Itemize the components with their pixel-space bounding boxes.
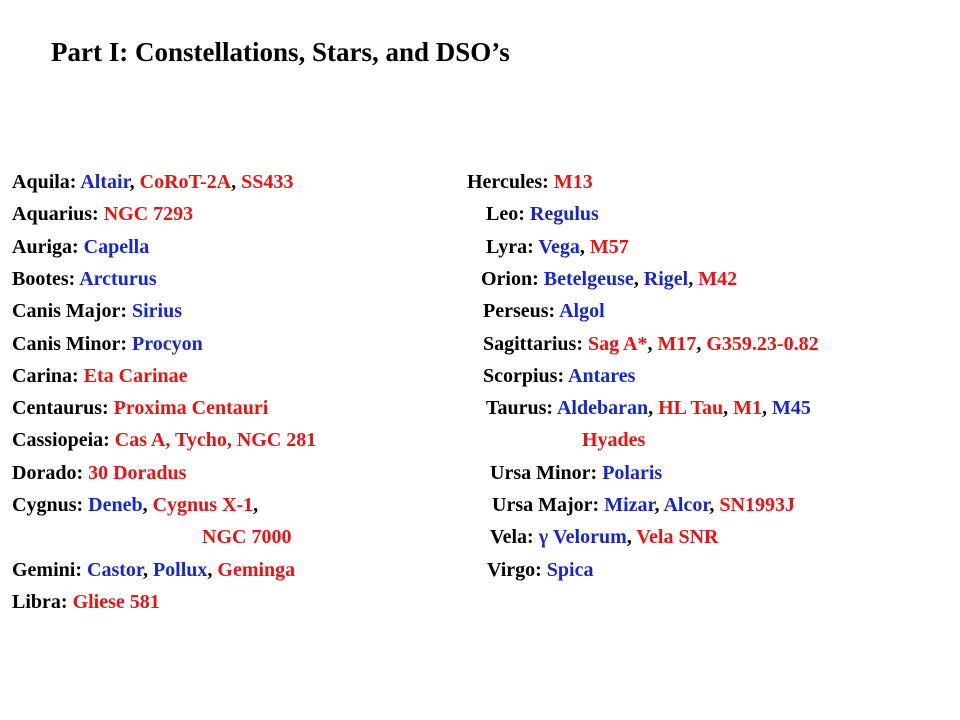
constellation-label: , bbox=[647, 332, 658, 355]
constellation-label: , bbox=[129, 171, 140, 193]
constellation-label: Ursa Minor: bbox=[490, 461, 603, 484]
list-item bbox=[12, 360, 188, 392]
constellation-label: Libra: bbox=[12, 590, 73, 613]
object-name: Vega bbox=[538, 235, 580, 258]
constellation-label: , bbox=[648, 397, 659, 420]
object-name: Rigel bbox=[643, 267, 689, 290]
constellation-label: Taurus: bbox=[486, 397, 557, 420]
object-name: Capella bbox=[83, 235, 150, 258]
constellation-label: , bbox=[626, 526, 637, 549]
object-name: Antares bbox=[568, 364, 636, 387]
constellation-label: , bbox=[207, 558, 218, 581]
object-name: Castor bbox=[87, 558, 143, 581]
object-name: NGC 7293 bbox=[103, 203, 194, 226]
list-item bbox=[490, 521, 718, 553]
object-name: Hyades bbox=[582, 429, 646, 452]
object-name: Geminga bbox=[217, 558, 296, 581]
object-name: Pollux bbox=[152, 558, 208, 581]
object-name: Altair bbox=[80, 171, 130, 193]
list-item bbox=[12, 166, 293, 198]
constellation-label: Canis Major: bbox=[12, 300, 132, 323]
constellation-label: , bbox=[633, 267, 644, 290]
constellation-label: , bbox=[762, 397, 773, 420]
object-name: Betelgeuse bbox=[543, 267, 634, 290]
list-item bbox=[490, 457, 662, 489]
object-name: HL Tau bbox=[658, 397, 724, 420]
object-name: Arcturus bbox=[79, 267, 157, 290]
object-name: CoRoT-2A bbox=[139, 171, 232, 193]
object-name: SN1993J bbox=[719, 494, 795, 516]
object-name: 30 Doradus bbox=[88, 461, 187, 484]
list-item bbox=[483, 360, 635, 392]
list-item bbox=[12, 198, 193, 230]
constellation-label: , bbox=[709, 494, 720, 516]
constellation-label: , bbox=[253, 494, 259, 516]
list-item bbox=[486, 392, 811, 424]
object-name: Eta Carinae bbox=[83, 364, 188, 387]
list-item bbox=[483, 295, 605, 327]
object-name: NGC 7000 bbox=[202, 526, 292, 549]
constellation-label: , bbox=[142, 558, 153, 581]
list-item bbox=[486, 231, 629, 263]
list-item bbox=[12, 424, 316, 456]
constellation-label: Carina: bbox=[12, 364, 84, 387]
list-item bbox=[486, 198, 599, 230]
object-name: Vela SNR bbox=[636, 526, 719, 549]
constellation-label: , bbox=[579, 235, 590, 258]
object-name: Aldebaran bbox=[556, 397, 649, 420]
constellation-label: Leo: bbox=[486, 203, 530, 226]
constellation-label: , bbox=[696, 332, 707, 355]
page-title: Part I: Constellations, Stars, and DSO’s bbox=[51, 37, 510, 67]
constellation-label: Aquarius: bbox=[12, 203, 104, 226]
list-item bbox=[12, 328, 203, 360]
constellation-label: Cygnus: bbox=[12, 494, 89, 516]
constellation-label: Auriga: bbox=[12, 235, 84, 258]
object-name: M17 bbox=[657, 332, 697, 355]
constellation-label: , bbox=[231, 171, 242, 193]
object-name: Cas A, Tycho, NGC 281 bbox=[114, 429, 317, 452]
object-name: M57 bbox=[589, 235, 629, 258]
object-name: Polaris bbox=[602, 461, 663, 484]
constellation-label: Hercules: bbox=[467, 171, 554, 193]
constellation-label: , bbox=[723, 397, 734, 420]
object-name: M45 bbox=[772, 397, 811, 420]
object-name: Mizar bbox=[604, 494, 655, 516]
constellation-label: Scorpius: bbox=[483, 364, 569, 387]
object-name: M1 bbox=[733, 397, 763, 420]
object-name: G359.23-0.82 bbox=[706, 332, 819, 355]
object-name: Cygnus X-1 bbox=[152, 494, 254, 516]
list-item bbox=[12, 457, 186, 489]
list-item bbox=[483, 328, 819, 360]
list-item bbox=[12, 263, 157, 295]
constellation-label: Ursa Major: bbox=[492, 494, 605, 516]
constellation-label: Gemini: bbox=[12, 558, 87, 581]
constellation-label: Cassiopeia: bbox=[12, 429, 115, 452]
object-name: Alcor bbox=[663, 494, 710, 516]
constellation-label: Perseus: bbox=[483, 300, 560, 323]
list-item bbox=[481, 263, 737, 295]
constellation-label: , bbox=[142, 494, 153, 516]
constellation-label: Virgo: bbox=[487, 558, 547, 581]
constellation-label: Lyra: bbox=[486, 235, 539, 258]
object-name: γ Velorum bbox=[538, 526, 627, 549]
object-name: Spica bbox=[546, 558, 594, 581]
constellation-label: Centaurus: bbox=[12, 397, 114, 420]
object-name: Algol bbox=[559, 300, 605, 323]
list-item bbox=[492, 489, 795, 521]
constellation-label: , bbox=[688, 267, 699, 290]
list-item bbox=[467, 166, 593, 198]
constellation-label: , bbox=[654, 494, 664, 516]
constellation-label: Canis Minor: bbox=[12, 332, 132, 355]
object-name: Proxima Centauri bbox=[113, 397, 269, 420]
constellation-label: Aquila: bbox=[12, 171, 81, 193]
object-name: Regulus bbox=[529, 203, 599, 226]
constellation-label: Orion: bbox=[481, 267, 544, 290]
list-item bbox=[12, 489, 258, 521]
list-item bbox=[12, 586, 160, 618]
object-name: M13 bbox=[553, 171, 593, 193]
constellation-label: Sagittarius: bbox=[483, 332, 588, 355]
object-name: M42 bbox=[698, 267, 738, 290]
object-name: SS433 bbox=[241, 171, 294, 193]
object-name: Sag A* bbox=[588, 332, 648, 355]
list-item bbox=[12, 295, 182, 327]
constellation-label: Dorado: bbox=[12, 461, 89, 484]
object-name: Procyon bbox=[132, 332, 203, 355]
list-item bbox=[12, 392, 268, 424]
list-item bbox=[12, 554, 295, 586]
constellation-label: Vela: bbox=[490, 526, 539, 549]
list-item bbox=[12, 231, 149, 263]
constellation-label: Bootes: bbox=[12, 267, 80, 290]
object-name: Gliese 581 bbox=[72, 590, 160, 613]
object-name: Deneb bbox=[88, 494, 143, 516]
list-item bbox=[582, 424, 645, 456]
list-item bbox=[202, 521, 291, 553]
object-name: Sirius bbox=[131, 300, 183, 323]
list-item bbox=[487, 554, 593, 586]
